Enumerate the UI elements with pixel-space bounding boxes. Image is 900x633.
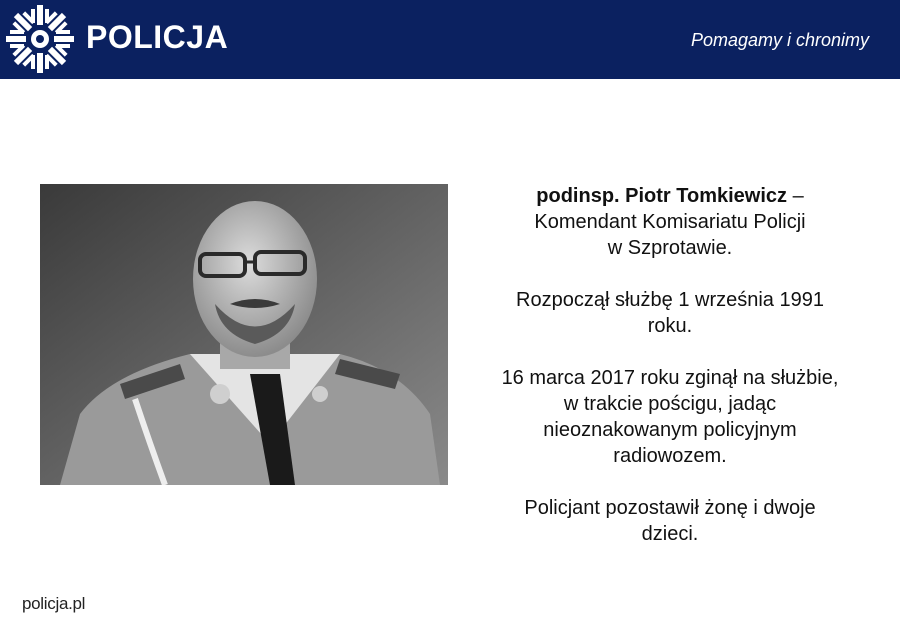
memorial-text [470, 183, 870, 547]
officer-name: podinsp. Piotr Tomkiewicz [536, 185, 788, 207]
header-slogan: Pomagamy i chronimy [690, 30, 869, 50]
family-line-1: Policjant pozostawił żonę i dwoje [524, 497, 816, 519]
death-line-4: radiowozem. [613, 445, 727, 467]
portrait-image [40, 184, 448, 485]
death-line-3: nieoznakowanym policyjnym [543, 419, 797, 441]
service-line-2: roku. [647, 315, 693, 337]
site-logo: policja.pl [22, 594, 86, 613]
death-line-1: 16 marca 2017 roku zginął na służbie, [501, 367, 839, 389]
family-line-2: dzieci. [641, 523, 699, 545]
name-dash: – [787, 185, 804, 207]
brand-title: POLICJA [86, 19, 229, 55]
header-bar [0, 0, 900, 79]
service-line-1: Rozpoczął służbę 1 września 1991 [516, 289, 824, 311]
officer-portrait-photo [40, 184, 448, 485]
role-line-2: w Szprotawie. [607, 237, 733, 259]
police-star-icon [4, 3, 76, 75]
death-line-2: w trakcie pościgu, jadąc [563, 393, 777, 415]
role-line-1: Komendant Komisariatu Policji [534, 211, 806, 233]
